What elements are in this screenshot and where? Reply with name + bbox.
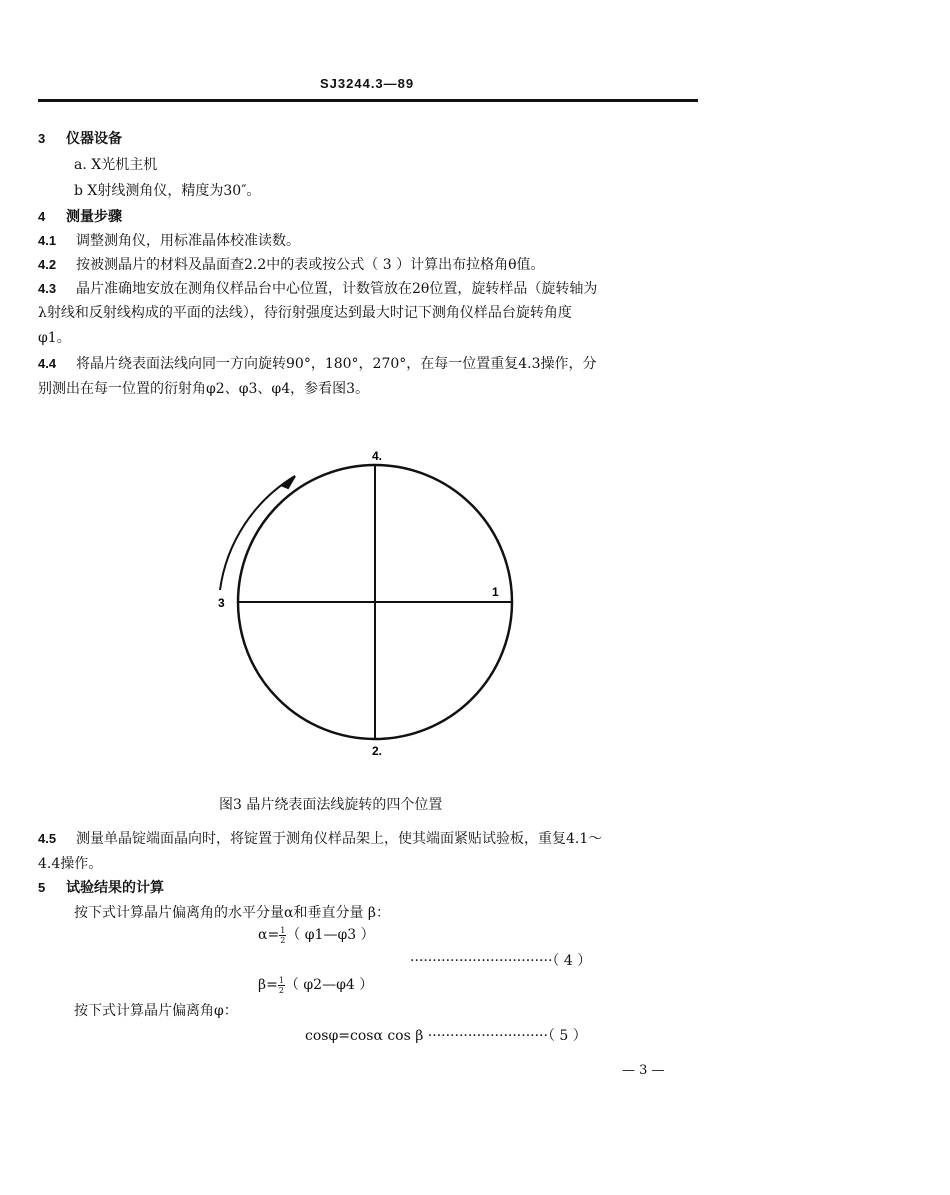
formula-5 — [305, 1025, 587, 1045]
section-5-heading — [38, 877, 164, 897]
paragraph-4-4-line-2: 别测出在每一位置的衍射角φ2、φ3、φ4，参看图3。 — [38, 381, 370, 397]
paragraph-4-2 — [38, 254, 545, 274]
section-3-heading — [38, 128, 122, 148]
formula-4-leader — [410, 950, 591, 970]
alpha-body: （ φ1—φ3 ） — [286, 927, 375, 943]
paragraph-text: 调整测角仪，用标准晶体校准读数。 — [76, 233, 300, 249]
item-3a: a. X光机主机 — [74, 157, 158, 173]
fraction-half: $\frac{1}{2}$ — [280, 925, 286, 945]
section-5-intro: 按下式计算晶片偏离角的水平分量α和垂直分量 β： — [74, 905, 390, 921]
paragraph-number: 4.3 — [38, 281, 57, 296]
document-code: SJ3244.3—89 — [320, 76, 415, 91]
equation-number: （ 4 ） — [552, 953, 592, 969]
beta-body: （ φ2—φ4 ） — [284, 977, 374, 993]
page-number: — 3 — — [622, 1063, 665, 1078]
paragraph-number: 4.2 — [38, 257, 57, 272]
paragraph-number: 4.1 — [38, 233, 57, 248]
alpha-lhs: α= — [258, 927, 280, 943]
paragraph-4-5-line-2: 4.4操作。 — [38, 856, 103, 872]
label-position-2: 2. — [372, 744, 383, 758]
equation-number: （ 5 ） — [547, 1028, 587, 1044]
section-4-heading — [38, 206, 122, 226]
paragraph-text: 按被测晶片的材料及晶面查2.2中的表或按公式（ 3 ）计算出布拉格角θ值。 — [76, 257, 545, 273]
header-rule — [38, 99, 698, 102]
paragraph-4-5 — [38, 828, 602, 848]
paragraph-text: 测量单晶锭端面晶向时，将锭置于测角仪样品架上，使其端面紧贴试验板，重复4.1～ — [76, 831, 603, 847]
paragraph-4-1 — [38, 230, 300, 250]
paragraph-number: 4.4 — [38, 356, 57, 371]
paragraph-4-3 — [38, 278, 597, 298]
rotation-diagram — [200, 440, 540, 770]
figure-caption: 图3 晶片绕表面法线旋转的四个位置 — [219, 797, 443, 813]
leader-dots: ································ — [410, 953, 553, 969]
formula-alpha — [258, 924, 375, 945]
fraction-half: $\frac{1}{2}$ — [278, 975, 284, 995]
item-3b: b X射线测角仪，精度为30″。 — [74, 183, 261, 199]
section-5-intro-2: 按下式计算晶片偏离角φ： — [74, 1003, 238, 1019]
paragraph-text: 将晶片绕表面法线向同一方向旋转90°，180°，270°，在每一位置重复4.3操作，分 — [76, 356, 597, 372]
paragraph-4-3-line-2: λ射线和反射线构成的平面的法线），待衍射强度达到最大时记下测角仪样品台旋转角度 — [38, 305, 572, 321]
paragraph-number: 4.5 — [38, 831, 57, 846]
figure-3 — [200, 440, 540, 770]
label-position-3: 3 — [218, 596, 225, 610]
section-title: 仪器设备 — [66, 131, 122, 147]
label-position-4: 4. — [372, 449, 383, 463]
section-number: 5 — [38, 880, 46, 895]
paragraph-4-4 — [38, 353, 597, 373]
section-number: 4 — [38, 209, 46, 224]
section-title: 试验结果的计算 — [66, 880, 164, 896]
paragraph-4-3-line-3: φ1。 — [38, 330, 71, 346]
leader-dots: ··························· — [427, 1028, 548, 1044]
paragraph-text: 晶片准确地安放在测角仪样品台中心位置，计数管放在2θ位置，旋转样品（旋转轴为 — [76, 281, 598, 297]
label-position-1: 1 — [492, 585, 499, 599]
beta-lhs: β= — [258, 977, 278, 993]
cos-formula: cosφ=cosα cos β — [305, 1028, 424, 1044]
section-title: 测量步骤 — [66, 209, 122, 225]
section-number: 3 — [38, 131, 46, 146]
formula-beta — [258, 974, 373, 995]
